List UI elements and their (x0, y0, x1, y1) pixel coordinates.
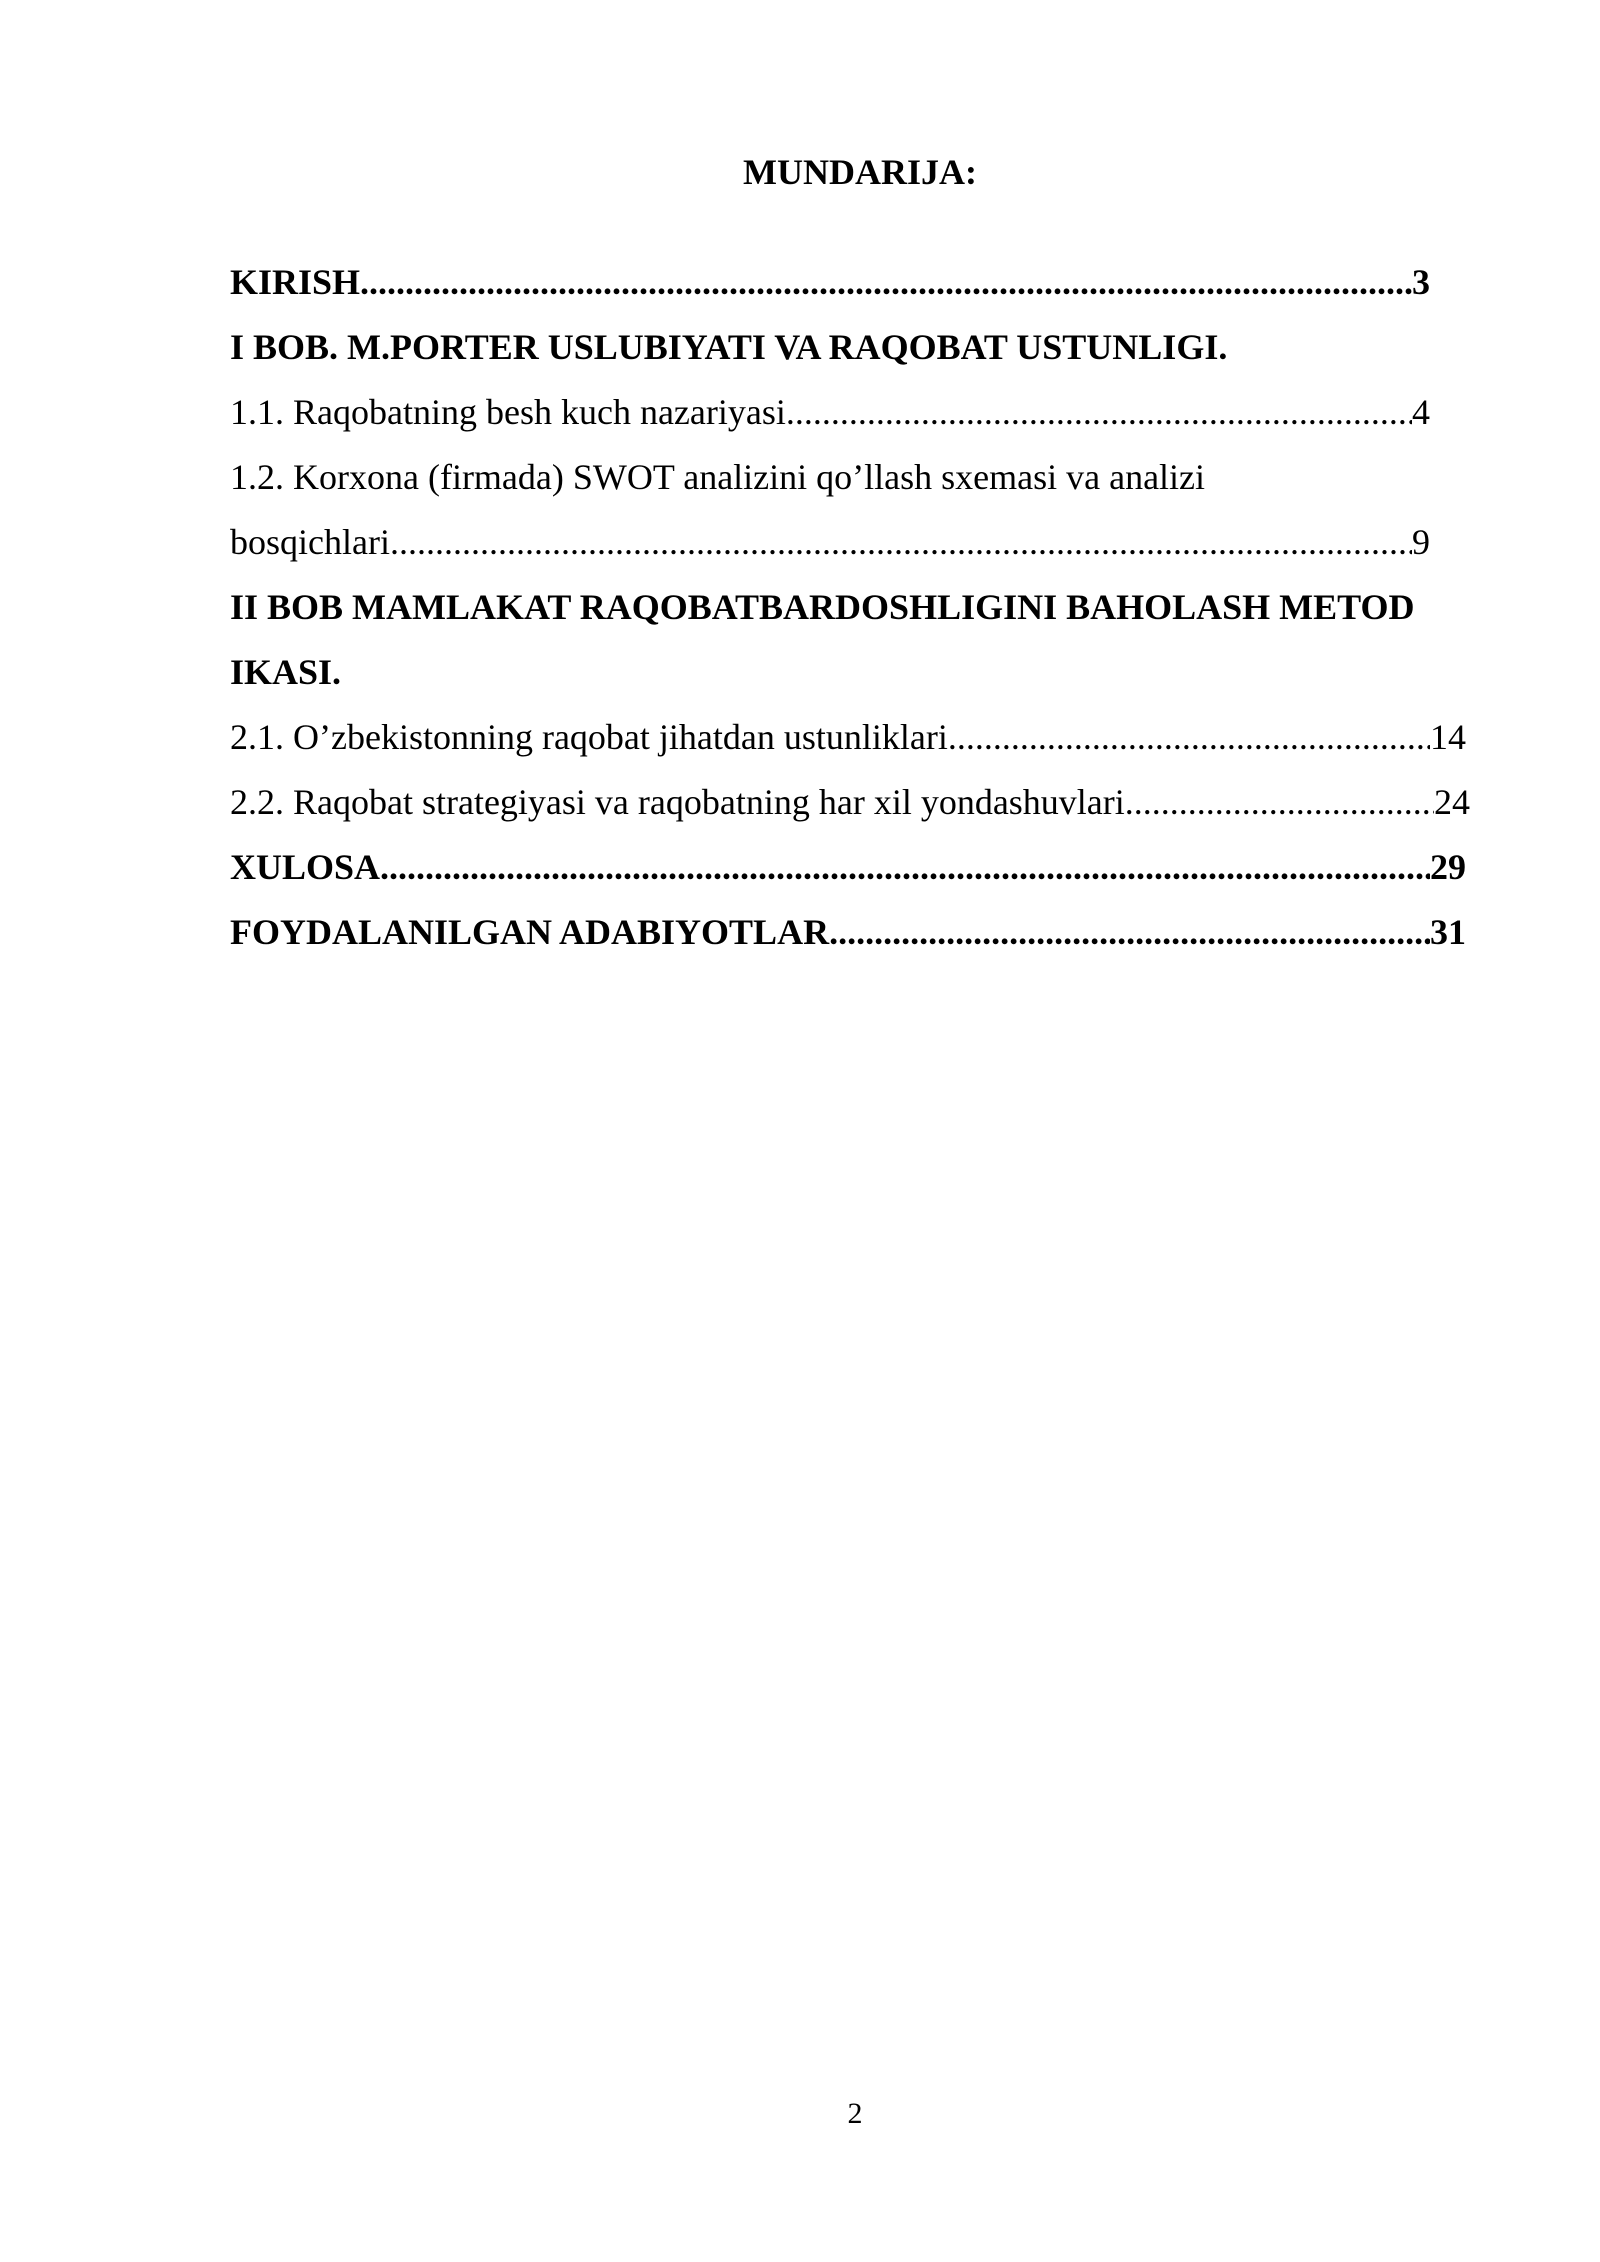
toc-page-number: 31 (1430, 912, 1466, 952)
toc-page-number: 14 (1430, 717, 1466, 757)
page-title: MUNDARIJA: (743, 152, 977, 192)
toc-page-number: 29 (1430, 847, 1466, 887)
toc-page-number: 3 (1412, 262, 1430, 302)
toc-entry-label: bosqichlari (230, 522, 390, 562)
toc-chapter-2-line1: II BOB MAMLAKAT RAQOBATBARDOSHLIGINI BAHOLASH METOD (230, 587, 1415, 627)
toc-chapter-2-line2: IKASI. (230, 652, 342, 692)
toc-entry-1-2-line1: 1.2. Korxona (firmada) SWOT analizini qo’llash sxemasi va analizi (230, 457, 1206, 497)
toc-entry-1-1 (230, 380, 1430, 445)
toc-page-number: 24 (1434, 782, 1470, 822)
toc-leader-dots (829, 900, 1430, 965)
toc-entry-label: KIRISH (230, 262, 361, 302)
toc-entry-2-1 (230, 705, 1466, 770)
toc-leader-dots (360, 250, 1412, 315)
toc-entry-label: 2.2. Raqobat strategiyasi va raqobatning har xil yondashuvlari (230, 782, 1125, 822)
toc-entry-adabiyotlar (230, 900, 1466, 965)
toc-entry-1-2 (230, 510, 1430, 575)
toc-leader-dots (380, 835, 1430, 900)
table-of-contents (230, 250, 1480, 965)
toc-leader-dots (1125, 770, 1434, 835)
toc-leader-dots (390, 510, 1412, 575)
toc-entry-label: FOYDALANILGAN ADABIYOTLAR (230, 912, 830, 952)
page-number: 2 (847, 2097, 863, 2130)
toc-entry-2-2 (230, 770, 1470, 835)
toc-leader-dots (786, 380, 1412, 445)
toc-entry-label: XULOSA (230, 847, 381, 887)
toc-entry-label: 2.1. O’zbekistonning raqobat jihatdan ustunliklari (230, 717, 948, 757)
toc-page-number: 9 (1412, 522, 1430, 562)
toc-entry-xulosa (230, 835, 1466, 900)
toc-chapter-1: I BOB. M.PORTER USLUBIYATI VA RAQOBAT USTUNLIGI. (230, 327, 1228, 367)
toc-leader-dots (948, 705, 1430, 770)
toc-page-number: 4 (1412, 392, 1430, 432)
toc-entry-label: 1.1. Raqobatning besh kuch nazariyasi (230, 392, 786, 432)
toc-entry-kirish (230, 250, 1430, 315)
